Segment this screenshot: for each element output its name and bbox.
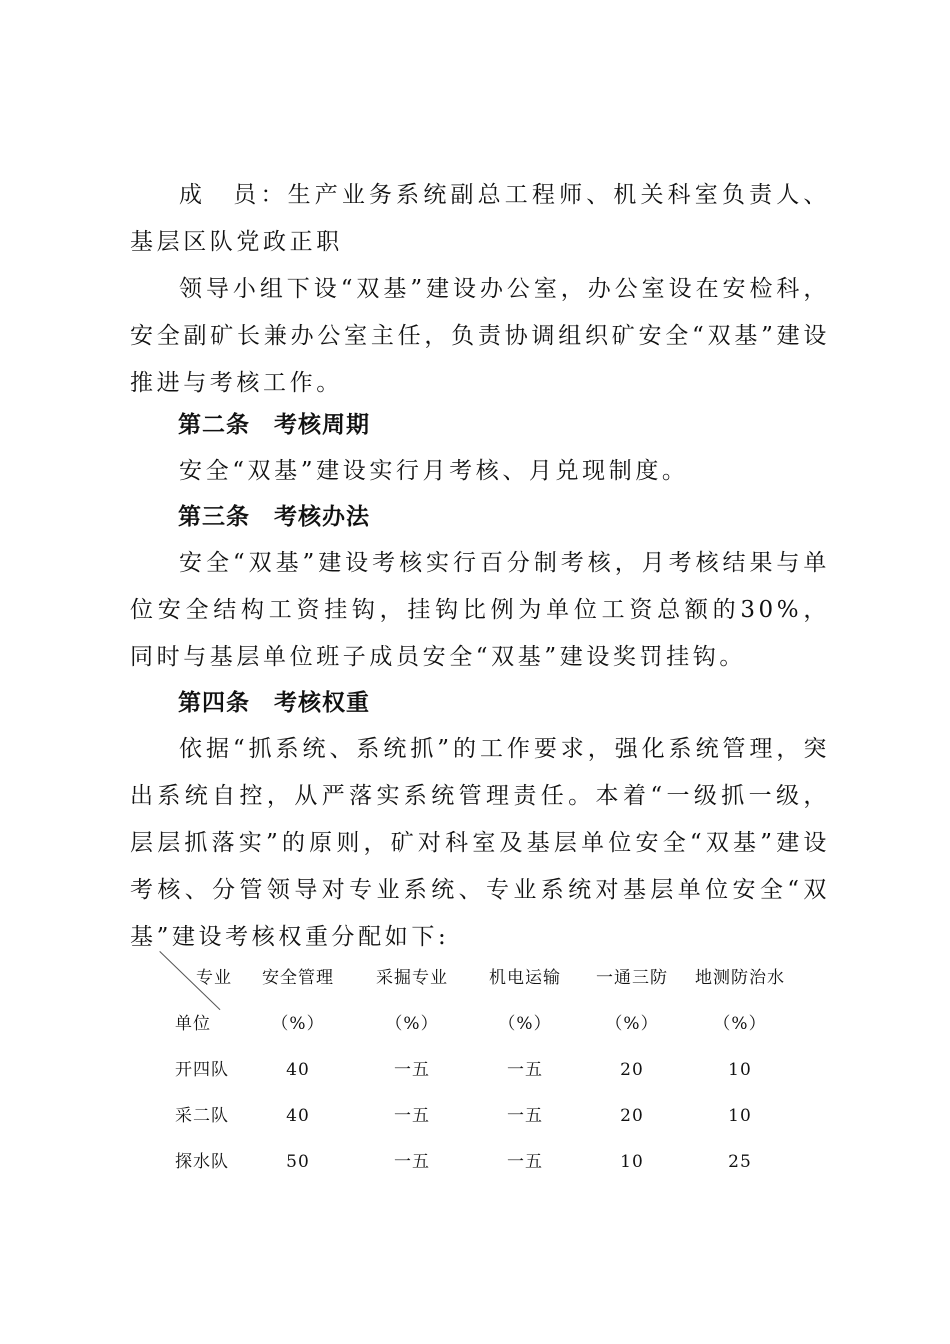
- table-cell: 一五: [507, 1152, 543, 1172]
- article-2-heading: [178, 402, 370, 449]
- column-unit: （%）: [605, 1014, 659, 1034]
- table-cell: 10: [728, 1106, 752, 1126]
- table-cell: 50: [286, 1152, 310, 1172]
- article-4-number: 第四条: [178, 690, 250, 716]
- table-cell: 40: [286, 1060, 310, 1080]
- column-unit: （%）: [385, 1014, 439, 1034]
- members-paragraph: 成 员：生产业务系统副总工程师、机关科室负责人、基层区队党政正职: [130, 182, 830, 255]
- table-cell: 一五: [394, 1152, 430, 1172]
- column-header: 机电运输: [489, 968, 561, 988]
- row-label: 开四队: [175, 1060, 229, 1080]
- table-cell: 25: [728, 1152, 752, 1172]
- column-header: 安全管理: [262, 968, 334, 988]
- row-label: 探水队: [175, 1152, 229, 1172]
- article-4-body: 依据“抓系统、系统抓”的工作要求，强化系统管理，突出系统自控，从严落实系统管理责任。本着“一级抓一级，层层抓落实”的原则，矿对科室及基层单位安全“双基”建设考核、分管领导对专业系统、专业系统对基层单位安全“双基”建设考核权重分配如下:: [130, 736, 830, 950]
- table-cell: 一五: [394, 1060, 430, 1080]
- table-cell: 一五: [507, 1060, 543, 1080]
- table-cell: 一五: [394, 1106, 430, 1126]
- table-cell: 一五: [507, 1106, 543, 1126]
- article-4-heading: [178, 680, 370, 727]
- article-3-number: 第三条: [178, 504, 250, 530]
- article-3-title: 考核办法: [274, 504, 370, 530]
- article-2-number: 第二条: [178, 412, 250, 438]
- column-unit: （%）: [271, 1014, 325, 1034]
- table-cell: 10: [620, 1152, 644, 1172]
- article-4-title: 考核权重: [274, 690, 370, 716]
- column-header: 一通三防: [596, 968, 668, 988]
- corner-header-unit: 单位: [175, 1014, 211, 1034]
- table-cell: 40: [286, 1106, 310, 1126]
- article-2-title: 考核周期: [274, 412, 370, 438]
- column-unit: （%）: [498, 1014, 552, 1034]
- office-paragraph: 领导小组下设“双基”建设办公室，办公室设在安检科，安全副矿长兼办公室主任，负责协调组织矿安全“双基”建设推进与考核工作。: [130, 276, 830, 396]
- column-unit: （%）: [713, 1014, 767, 1034]
- column-header: 采掘专业: [376, 968, 448, 988]
- table-cell: 20: [620, 1060, 644, 1080]
- table-cell: 10: [728, 1060, 752, 1080]
- table-cell: 20: [620, 1106, 644, 1126]
- corner-header-major: 专业: [196, 968, 232, 988]
- column-header: 地测防治水: [695, 968, 785, 988]
- article-2-body: 安全“双基”建设实行月考核、月兑现制度。: [179, 458, 689, 484]
- row-label: 采二队: [175, 1106, 229, 1126]
- article-3-body: 安全“双基”建设考核实行百分制考核，月考核结果与单位安全结构工资挂钩，挂钩比例为单位工资总额的30%，同时与基层单位班子成员安全“双基”建设奖罚挂钩。: [130, 550, 830, 670]
- article-3-heading: [178, 494, 370, 541]
